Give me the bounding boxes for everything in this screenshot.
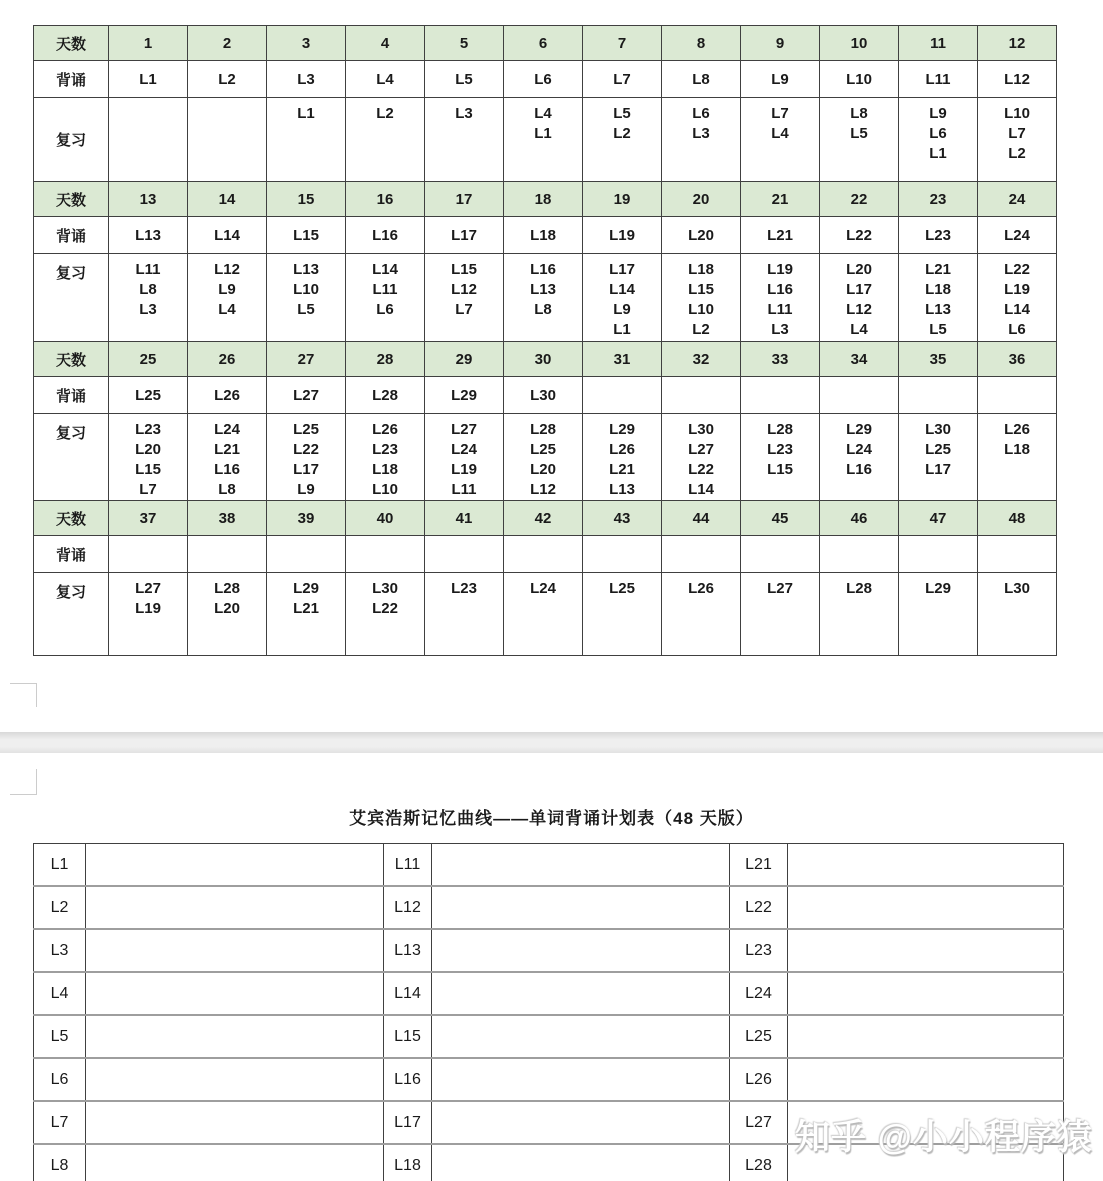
review-row: [34, 98, 1057, 182]
review-cell: L7 L4: [741, 98, 820, 182]
day-row: [34, 182, 1057, 217]
page1-corner-mark: [10, 683, 37, 707]
log-label-cell: L26: [730, 1058, 788, 1101]
log-label-cell: L17: [384, 1101, 432, 1144]
recite-cell: L6: [504, 61, 583, 98]
recite-cell: L9: [741, 61, 820, 98]
day-row-label: 天数: [34, 182, 109, 217]
review-cell: L16 L13 L8: [504, 254, 583, 342]
review-cell: L26 L23 L18 L10: [346, 414, 425, 501]
review-cell: L9 L6 L1: [899, 98, 978, 182]
recite-cell: [662, 377, 741, 414]
recite-cell: L25: [109, 377, 188, 414]
day-number-cell: 31: [583, 342, 662, 377]
day-number-cell: 33: [741, 342, 820, 377]
recite-cell: [346, 536, 425, 573]
recite-cell: [899, 377, 978, 414]
day-number-cell: 13: [109, 182, 188, 217]
day-number-cell: 36: [978, 342, 1057, 377]
review-cell: L26 L18: [978, 414, 1057, 501]
log-label-cell: L22: [730, 886, 788, 929]
recite-cell: L28: [346, 377, 425, 414]
day-number-cell: 41: [425, 501, 504, 536]
log-blank-cell: [432, 844, 730, 887]
day-number-cell: 1: [109, 26, 188, 61]
review-cell: L4 L1: [504, 98, 583, 182]
day-number-cell: 23: [899, 182, 978, 217]
recite-cell: [425, 536, 504, 573]
day-number-cell: 5: [425, 26, 504, 61]
log-blank-cell: [432, 886, 730, 929]
day-number-cell: 11: [899, 26, 978, 61]
day-number-cell: 12: [978, 26, 1057, 61]
review-cell: L29: [899, 573, 978, 656]
day-number-cell: 10: [820, 26, 899, 61]
review-cell: L17 L14 L9 L1: [583, 254, 662, 342]
day-row: [34, 501, 1057, 536]
recite-row: [34, 536, 1057, 573]
recite-cell: [662, 536, 741, 573]
recite-cell: [741, 377, 820, 414]
log-label-cell: L8: [34, 1144, 86, 1181]
review-cell: L27: [741, 573, 820, 656]
review-row-label: 复习: [34, 254, 109, 342]
review-cell: L30 L22: [346, 573, 425, 656]
log-label-cell: L1: [34, 844, 86, 887]
recite-cell: L12: [978, 61, 1057, 98]
log-label-cell: L28: [730, 1144, 788, 1181]
day-number-cell: 34: [820, 342, 899, 377]
review-cell: L19 L16 L11 L3: [741, 254, 820, 342]
day-number-cell: 45: [741, 501, 820, 536]
review-cell: L28 L23 L15: [741, 414, 820, 501]
review-cell: L3: [425, 98, 504, 182]
log-row: [34, 844, 1064, 887]
review-cell: L25 L22 L17 L9: [267, 414, 346, 501]
recite-cell: L23: [899, 217, 978, 254]
log-label-cell: L16: [384, 1058, 432, 1101]
day-number-cell: 39: [267, 501, 346, 536]
recite-cell: L8: [662, 61, 741, 98]
day-number-cell: 26: [188, 342, 267, 377]
review-row: [34, 573, 1057, 656]
day-number-cell: 30: [504, 342, 583, 377]
recite-cell: [978, 536, 1057, 573]
recite-cell: L5: [425, 61, 504, 98]
review-cell: L23 L20 L15 L7: [109, 414, 188, 501]
review-cell: L1: [267, 98, 346, 182]
log-blank-cell: [788, 844, 1064, 887]
recite-cell: L29: [425, 377, 504, 414]
log-row: [34, 1058, 1064, 1101]
log-blank-cell: [788, 1058, 1064, 1101]
day-number-cell: 22: [820, 182, 899, 217]
recite-cell: [504, 536, 583, 573]
review-cell: L12 L9 L4: [188, 254, 267, 342]
day-number-cell: 42: [504, 501, 583, 536]
day-number-cell: 29: [425, 342, 504, 377]
review-cell: L15 L12 L7: [425, 254, 504, 342]
log-blank-cell: [86, 1144, 384, 1181]
log-label-cell: L3: [34, 929, 86, 972]
log-label-cell: L7: [34, 1101, 86, 1144]
log-row: [34, 929, 1064, 972]
recite-cell: L13: [109, 217, 188, 254]
review-cell: L29 L21: [267, 573, 346, 656]
recite-row-label: 背诵: [34, 61, 109, 98]
recite-cell: [188, 536, 267, 573]
day-number-cell: 38: [188, 501, 267, 536]
recite-cell: L4: [346, 61, 425, 98]
day-number-cell: 6: [504, 26, 583, 61]
review-cell: L13 L10 L5: [267, 254, 346, 342]
log-blank-cell: [432, 1015, 730, 1058]
recite-cell: [899, 536, 978, 573]
log-label-cell: L14: [384, 972, 432, 1015]
review-cell: L30: [978, 573, 1057, 656]
review-row-label: 复习: [34, 414, 109, 501]
recite-cell: L19: [583, 217, 662, 254]
review-cell: L27 L24 L19 L11: [425, 414, 504, 501]
day-number-cell: 19: [583, 182, 662, 217]
log-label-cell: L12: [384, 886, 432, 929]
day-number-cell: 7: [583, 26, 662, 61]
review-cell: [109, 98, 188, 182]
day-number-cell: 43: [583, 501, 662, 536]
review-cell: L14 L11 L6: [346, 254, 425, 342]
day-number-cell: 3: [267, 26, 346, 61]
log-blank-cell: [788, 929, 1064, 972]
day-number-cell: 46: [820, 501, 899, 536]
review-cell: L23: [425, 573, 504, 656]
review-cell: L10 L7 L2: [978, 98, 1057, 182]
log-blank-cell: [86, 929, 384, 972]
review-row-label: 复习: [34, 98, 109, 182]
log-blank-cell: [432, 1144, 730, 1181]
recite-cell: [109, 536, 188, 573]
review-cell: L8 L5: [820, 98, 899, 182]
recite-row-label: 背诵: [34, 377, 109, 414]
recite-cell: L2: [188, 61, 267, 98]
review-cell: L28 L25 L20 L12: [504, 414, 583, 501]
log-row: [34, 1015, 1064, 1058]
day-row-label: 天数: [34, 342, 109, 377]
log-blank-cell: [788, 1015, 1064, 1058]
log-blank-cell: [432, 972, 730, 1015]
recite-cell: L21: [741, 217, 820, 254]
review-cell: L24 L21 L16 L8: [188, 414, 267, 501]
day-number-cell: 44: [662, 501, 741, 536]
log-blank-cell: [432, 929, 730, 972]
review-cell: L2: [346, 98, 425, 182]
day-number-cell: 18: [504, 182, 583, 217]
log-label-cell: L13: [384, 929, 432, 972]
recite-cell: [820, 536, 899, 573]
log-blank-cell: [86, 844, 384, 887]
day-number-cell: 20: [662, 182, 741, 217]
recite-cell: L17: [425, 217, 504, 254]
log-blank-cell: [788, 886, 1064, 929]
recite-cell: L26: [188, 377, 267, 414]
recite-row: [34, 377, 1057, 414]
log-label-cell: L6: [34, 1058, 86, 1101]
day-number-cell: 8: [662, 26, 741, 61]
review-cell: L5 L2: [583, 98, 662, 182]
page2-corner-mark: [10, 769, 37, 795]
review-cell: L18 L15 L10 L2: [662, 254, 741, 342]
recite-cell: L20: [662, 217, 741, 254]
log-blank-cell: [86, 886, 384, 929]
recite-row: [34, 61, 1057, 98]
review-cell: L27 L19: [109, 573, 188, 656]
day-number-cell: 25: [109, 342, 188, 377]
day-number-cell: 4: [346, 26, 425, 61]
day-number-cell: 40: [346, 501, 425, 536]
recite-cell: [583, 377, 662, 414]
log-label-cell: L11: [384, 844, 432, 887]
recite-row-label: 背诵: [34, 217, 109, 254]
day-number-cell: 27: [267, 342, 346, 377]
log-blank-cell: [86, 1101, 384, 1144]
review-row: [34, 414, 1057, 501]
recite-cell: L22: [820, 217, 899, 254]
log-label-cell: L2: [34, 886, 86, 929]
recite-cell: [741, 536, 820, 573]
log-blank-cell: [432, 1101, 730, 1144]
log-label-cell: L21: [730, 844, 788, 887]
recite-cell: L11: [899, 61, 978, 98]
recite-cell: L1: [109, 61, 188, 98]
recite-cell: [978, 377, 1057, 414]
review-cell: L21 L18 L13 L5: [899, 254, 978, 342]
day-row: [34, 26, 1057, 61]
recite-cell: L27: [267, 377, 346, 414]
log-label-cell: L5: [34, 1015, 86, 1058]
recite-cell: L30: [504, 377, 583, 414]
day-number-cell: 35: [899, 342, 978, 377]
day-row: [34, 342, 1057, 377]
review-cell: L24: [504, 573, 583, 656]
log-row: [34, 972, 1064, 1015]
day-number-cell: 32: [662, 342, 741, 377]
review-cell: L29 L24 L16: [820, 414, 899, 501]
day-number-cell: 21: [741, 182, 820, 217]
recite-cell: L24: [978, 217, 1057, 254]
review-cell: L28 L20: [188, 573, 267, 656]
log-label-cell: L25: [730, 1015, 788, 1058]
review-cell: L6 L3: [662, 98, 741, 182]
recite-cell: L10: [820, 61, 899, 98]
review-cell: L30 L25 L17: [899, 414, 978, 501]
day-number-cell: 14: [188, 182, 267, 217]
review-cell: L11 L8 L3: [109, 254, 188, 342]
log-blank-cell: [432, 1058, 730, 1101]
recite-cell: L15: [267, 217, 346, 254]
memory-plan-table: [33, 25, 1057, 656]
day-number-cell: 2: [188, 26, 267, 61]
page-title: 艾宾浩斯记忆曲线——单词背诵计划表（48 天版）: [349, 809, 754, 828]
review-cell: L26: [662, 573, 741, 656]
recite-row-label: 背诵: [34, 536, 109, 573]
recite-cell: L16: [346, 217, 425, 254]
log-label-cell: L27: [730, 1101, 788, 1144]
review-cell: L25: [583, 573, 662, 656]
log-blank-cell: [788, 972, 1064, 1015]
day-number-cell: 48: [978, 501, 1057, 536]
day-number-cell: 15: [267, 182, 346, 217]
plan-table-body: [34, 26, 1057, 656]
log-blank-cell: [86, 972, 384, 1015]
day-number-cell: 24: [978, 182, 1057, 217]
review-cell: L22 L19 L14 L6: [978, 254, 1057, 342]
review-row-label: 复习: [34, 573, 109, 656]
review-cell: [188, 98, 267, 182]
recite-row: [34, 217, 1057, 254]
recite-cell: L3: [267, 61, 346, 98]
recite-cell: [820, 377, 899, 414]
recite-cell: L7: [583, 61, 662, 98]
log-label-cell: L4: [34, 972, 86, 1015]
recite-cell: L18: [504, 217, 583, 254]
log-label-cell: L15: [384, 1015, 432, 1058]
log-label-cell: L23: [730, 929, 788, 972]
review-row: [34, 254, 1057, 342]
recite-cell: [583, 536, 662, 573]
review-cell: L29 L26 L21 L13: [583, 414, 662, 501]
day-number-cell: 17: [425, 182, 504, 217]
day-number-cell: 28: [346, 342, 425, 377]
page-gap: [0, 732, 1103, 753]
watermark: 知乎 @小小程序猿: [795, 1118, 1093, 1157]
log-blank-cell: [86, 1058, 384, 1101]
day-row-label: 天数: [34, 26, 109, 61]
review-cell: L30 L27 L22 L14: [662, 414, 741, 501]
log-label-cell: L18: [384, 1144, 432, 1181]
day-number-cell: 47: [899, 501, 978, 536]
review-cell: L28: [820, 573, 899, 656]
day-number-cell: 16: [346, 182, 425, 217]
day-number-cell: 37: [109, 501, 188, 536]
day-number-cell: 9: [741, 26, 820, 61]
log-blank-cell: [86, 1015, 384, 1058]
recite-cell: [267, 536, 346, 573]
review-cell: L20 L17 L12 L4: [820, 254, 899, 342]
recite-cell: L14: [188, 217, 267, 254]
log-row: [34, 886, 1064, 929]
day-row-label: 天数: [34, 501, 109, 536]
log-label-cell: L24: [730, 972, 788, 1015]
